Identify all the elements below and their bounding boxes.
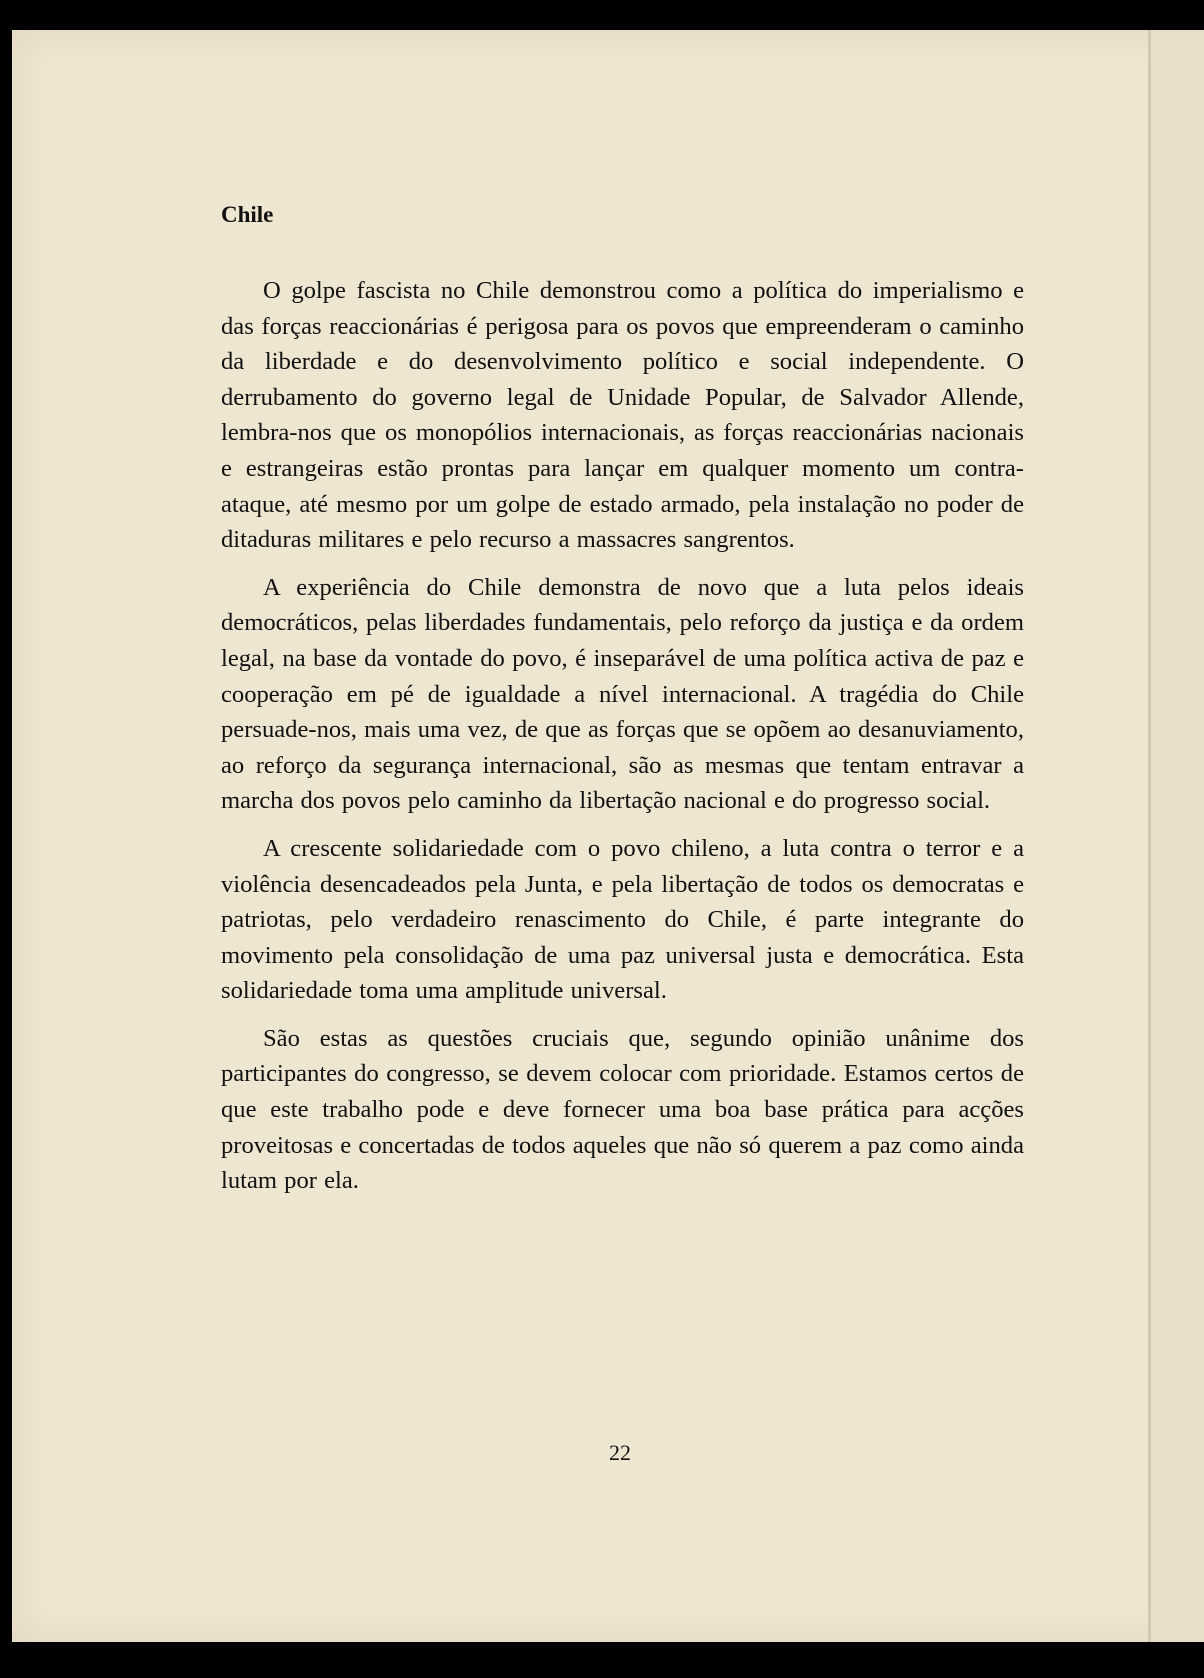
paragraph-2: A experiência do Chile demonstra de novo que a luta pelos ideais democráticos, pelas liberdades fundamentais, pelo reforço da justiça e da ordem legal, na base da vontade do povo, é inseparável de uma política activa de paz e cooperação em pé de igualdade a nível internacional. A tragédia do Chile persuade-nos, mais uma vez, de que as forças que se opõem ao desanuviamento, ao reforço da segurança internacional, são as mesmas que tentam entravar a marcha dos povos pelo caminho da libertação nacional e do progresso social. — [221, 573, 1024, 815]
paragraph-1: O golpe fascista no Chile demonstrou como a política do imperialismo e das forças reaccionárias é perigosa para os povos que empreenderam o caminho da liberdade e do desenvolvimento político e social independente. O derrubamento do governo legal de Unidade Popular, de Salvador Allende, lembra-nos que os monopólios internacionais, as forças reaccionárias nacionais e estrangeiras estão prontas para lançar em qualquer momento um contra-ataque, até mesmo por um golpe de estado armado, pela instalação no poder de ditaduras militares e pelo recurso a massacres sangrentos. — [221, 277, 1024, 554]
paragraph-4: São estas as questões cruciais que, segundo opinião unânime dos participantes do congresso, se devem colocar com prioridade. Estamos certos de que este trabalho pode e deve fornecer uma boa base prática para acções proveitosas e concertadas de todos aqueles que não só querem a paz como ainda lutam por ela. — [221, 1024, 1024, 1195]
section-heading: Chile — [221, 202, 274, 227]
page-fold-line — [1148, 30, 1151, 1642]
facing-page-edge — [1151, 30, 1204, 1642]
text-column — [221, 195, 1024, 1211]
page-number: 22 — [609, 1440, 631, 1465]
paragraph-3: A crescente solidariedade com o povo chileno, a luta contra o terror e a violência desencadeados pela Junta, e pela libertação de todos os democratas e patriotas, pelo verdadeiro renascimento do Chile, é parte integrante do movimento pela consolidação de uma paz universal justa e democrática. Esta solidariedade toma uma amplitude universal. — [221, 834, 1024, 1005]
